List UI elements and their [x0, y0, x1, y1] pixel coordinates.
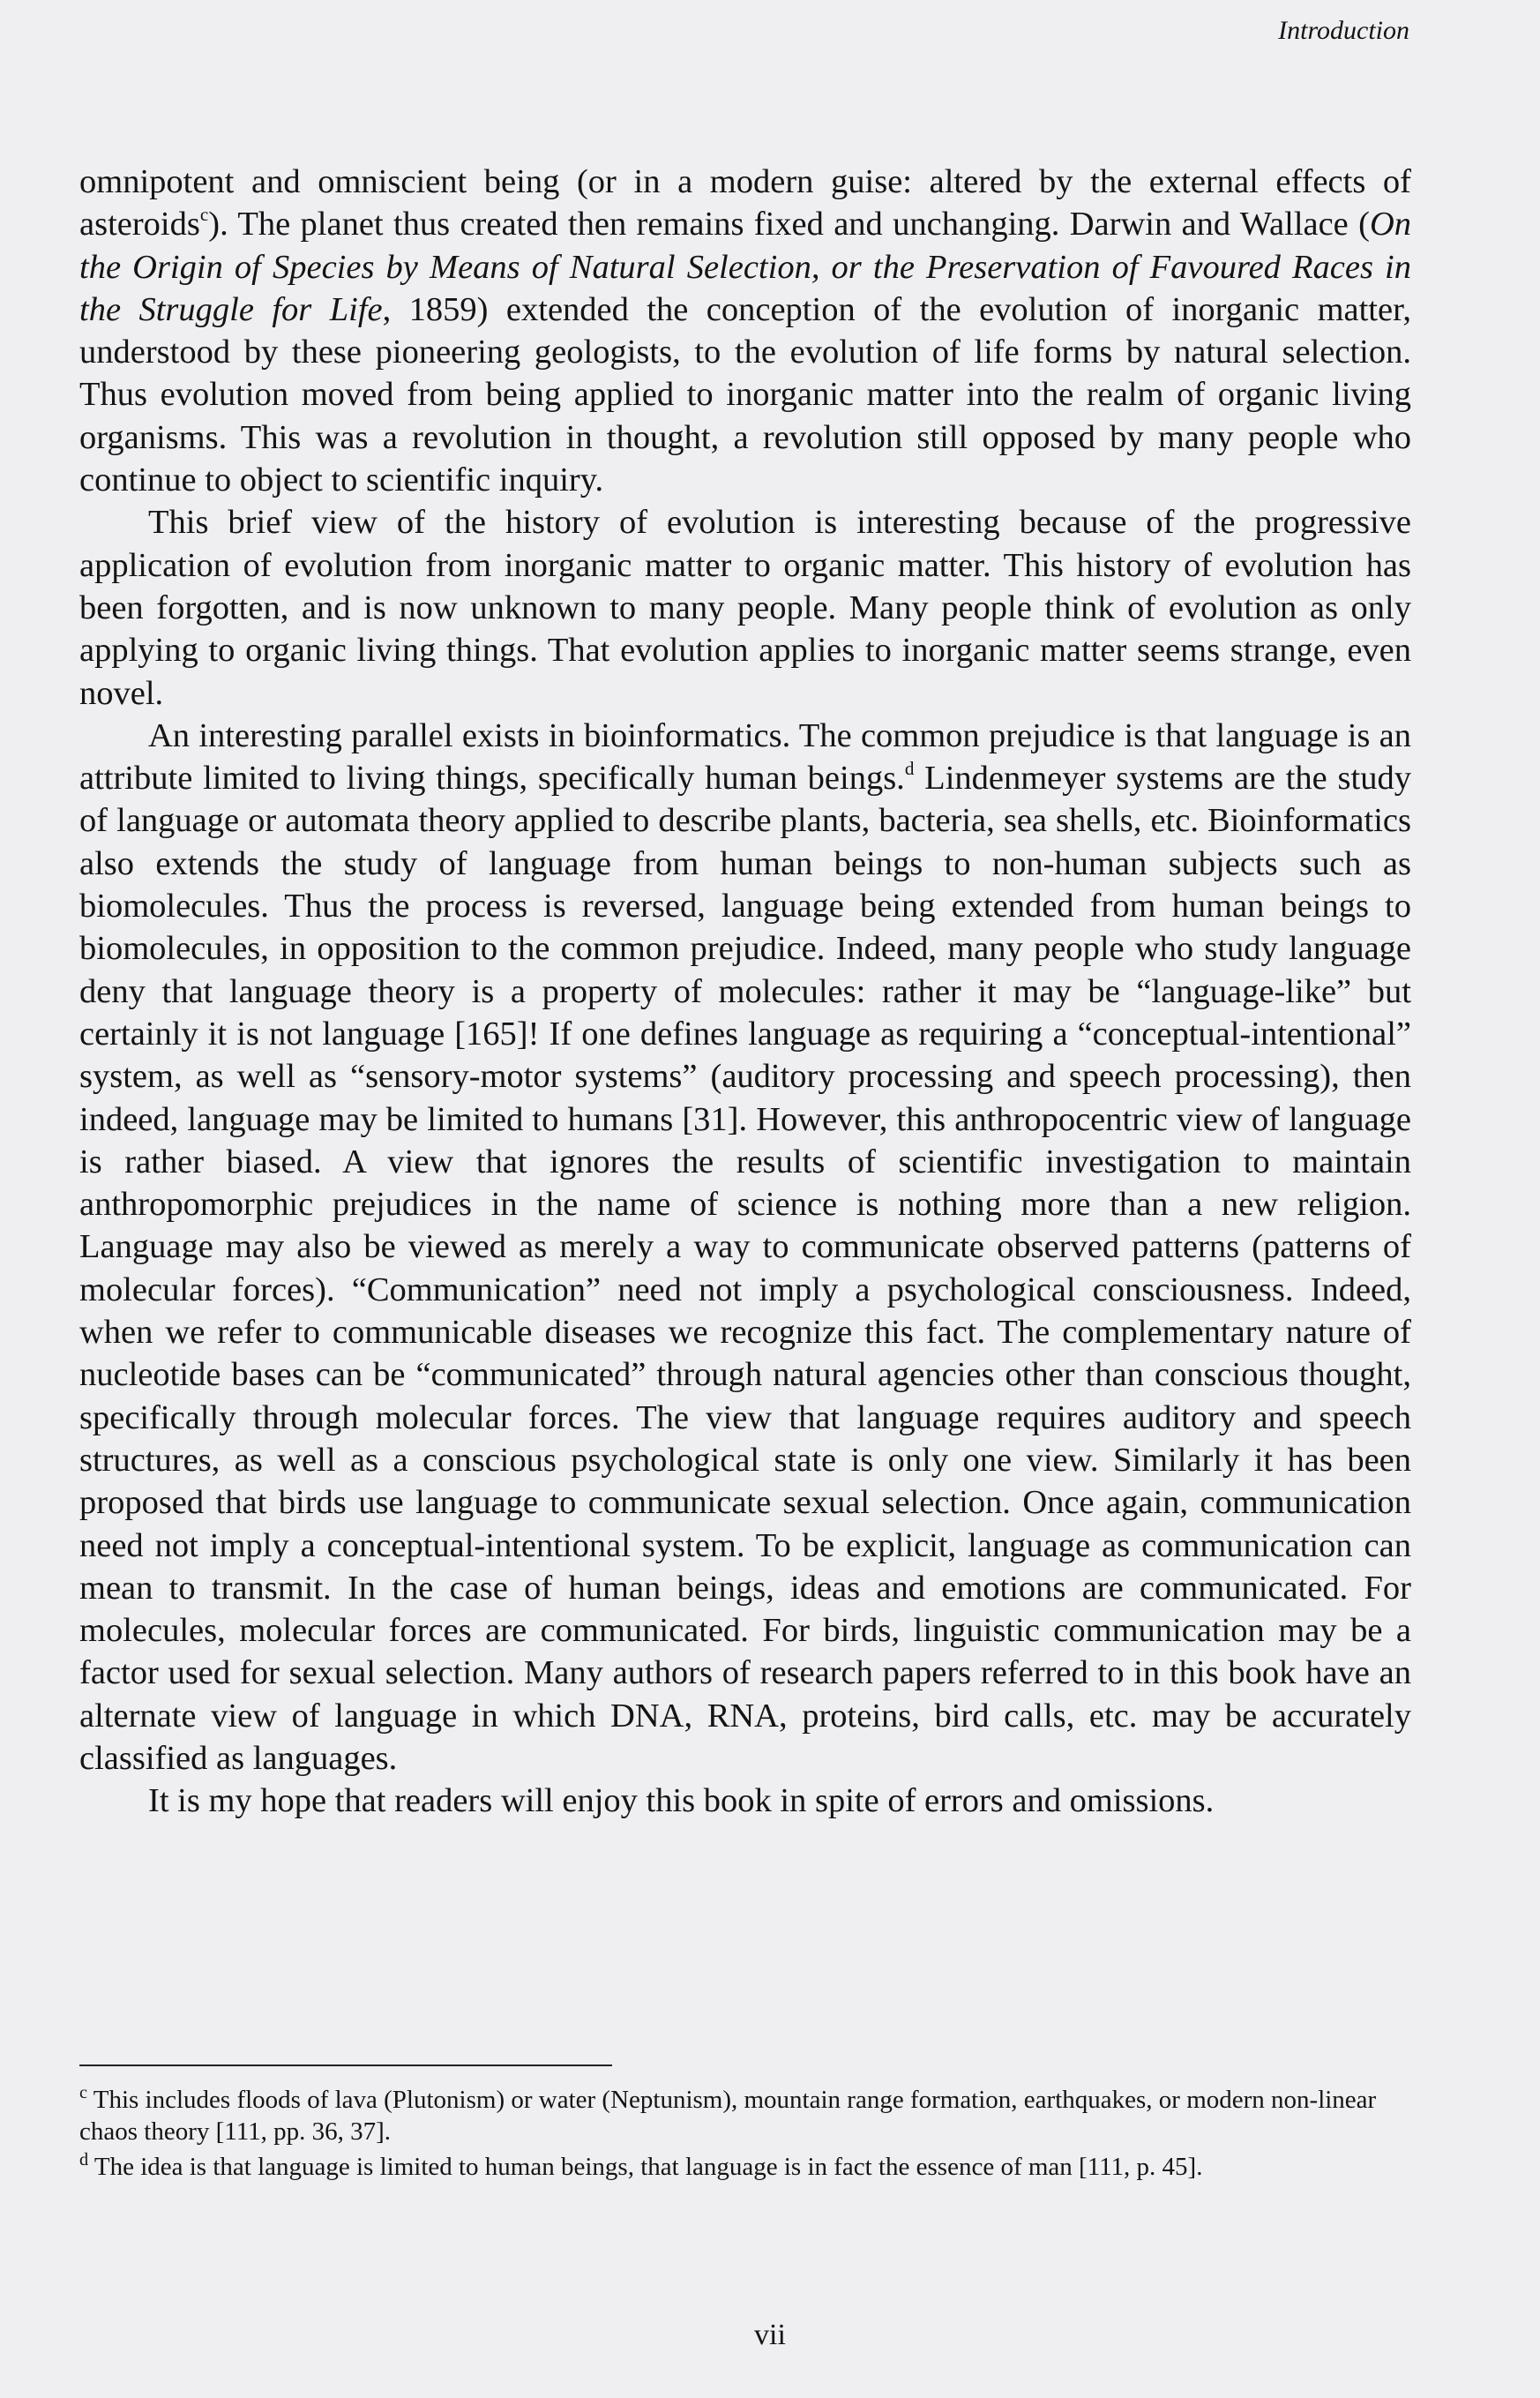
paragraph-text: ). The planet thus created then remains fixed and unchanging. Darwin and Wallace ( — [208, 206, 1370, 244]
footnotes — [79, 2084, 1411, 2186]
running-head: Introduction — [1278, 16, 1409, 45]
paragraph — [79, 501, 1411, 714]
paragraph-text: , 1859) extended the conception of the evolution of inorganic matter, understood by these pioneering geologists, to the evolution of life forms by natural selection. Thus evolution moved from being applied to inorganic matter into the realm of organic living organisms. This was a revolution in thought, a revolution still opposed by many people who continue to object to scientific inquiry. — [79, 290, 1411, 499]
footnote-rule — [79, 2065, 612, 2066]
footnote-marker: d — [904, 758, 915, 780]
footnote — [79, 2151, 1411, 2183]
page-number: vii — [754, 2319, 786, 2351]
footnote — [79, 2084, 1411, 2147]
footnote-marker: c — [79, 2082, 88, 2102]
footnote-marker: c — [199, 204, 209, 226]
paragraph — [79, 715, 1411, 1780]
paragraph-text: Lindenmeyer systems are the study of language or automata theory applied to describe plants, bacteria, sea shells, etc. Bioinformatics also extends the study of language from human beings to non-human subjects such as biomolecules. Thus the process is reversed, language being extended from human beings to biomolecules, in opposition to the common prejudice. Indeed, many people who study language deny that language theory is a property of molecules: rather it may be “language-like” but certainly it is not language [165]! If one defines language as requiring a “conceptual-intentional” system, as well as “sensory-motor systems” (auditory processing and speech processing), then indeed, language may be limited to humans [31]. However, this anthropocentric view of language is rather biased. A view that ignores the results of scientific investigation to maintain anthropomorphic prejudices in the name of science is nothing more than a new religion. Language may also be viewed as merely a way to communicate observed patterns (patterns of molecular forces). “Communication” need not imply a psychological consciousness. Indeed, when we refer to communicable diseases we recognize this fact. The complementary nature of nucleotide bases can be “communicated” through natural agencies other than conscious thought, specifically through molecular forces. The view that language requires auditory and speech structures, as well as a conscious psychological state is only one view. Similarly it has been proposed that birds use language to communicate sexual selection. Once again, communication need not imply a conceptual-intentional system. To be explicit, language as communication can mean to transmit. In the case of human beings, ideas and emotions are communicated. For molecules, molecular forces are communicated. For birds, linguistic communication may be a factor used for sexual selection. Many authors of research papers referred to in this book have an alternate view of language in which DNA, RNA, proteins, bird calls, etc. may be accurately classified as languages. — [79, 760, 1411, 1777]
body-text — [79, 161, 1411, 1823]
paragraph-text: This brief view of the history of evolution is interesting because of the progressive application of evolution from inorganic matter to organic matter. This history of evolution has been forgotten, and is now unknown to many people. Many people think of evolution as only applying to organic living things. That evolution applies to inorganic matter seems strange, even novel. — [79, 504, 1411, 712]
paragraph — [79, 161, 1411, 501]
paragraph-text: omnipotent and omniscient being (or in a modern guise: altered by the external effects of asteroids — [79, 163, 1411, 244]
footnote-text: The idea is that language is limited to human beings, that language is in fact the essence of man [111, p. 45]. — [88, 2153, 1203, 2181]
footnote-marker: d — [79, 2149, 89, 2169]
footnote-text: This includes floods of lava (Plutonism) or water (Neptunism), mountain range formation, earthquakes, or modern non-linear chaos theory [111, pp. 36, 37]. — [79, 2086, 1377, 2146]
book-title: On the Origin of Species by Means of Natural Selection, or the Preservation of Favoured Races in the Struggle for Life — [79, 206, 1411, 328]
paragraph-text: It is my hope that readers will enjoy this book in spite of errors and omissions. — [148, 1782, 1215, 1820]
paragraph — [79, 1780, 1411, 1822]
paragraph-text: An interesting parallel exists in bioinformatics. The common prejudice is that language is an attribute limited to living things, specifically human beings. — [79, 716, 1411, 798]
